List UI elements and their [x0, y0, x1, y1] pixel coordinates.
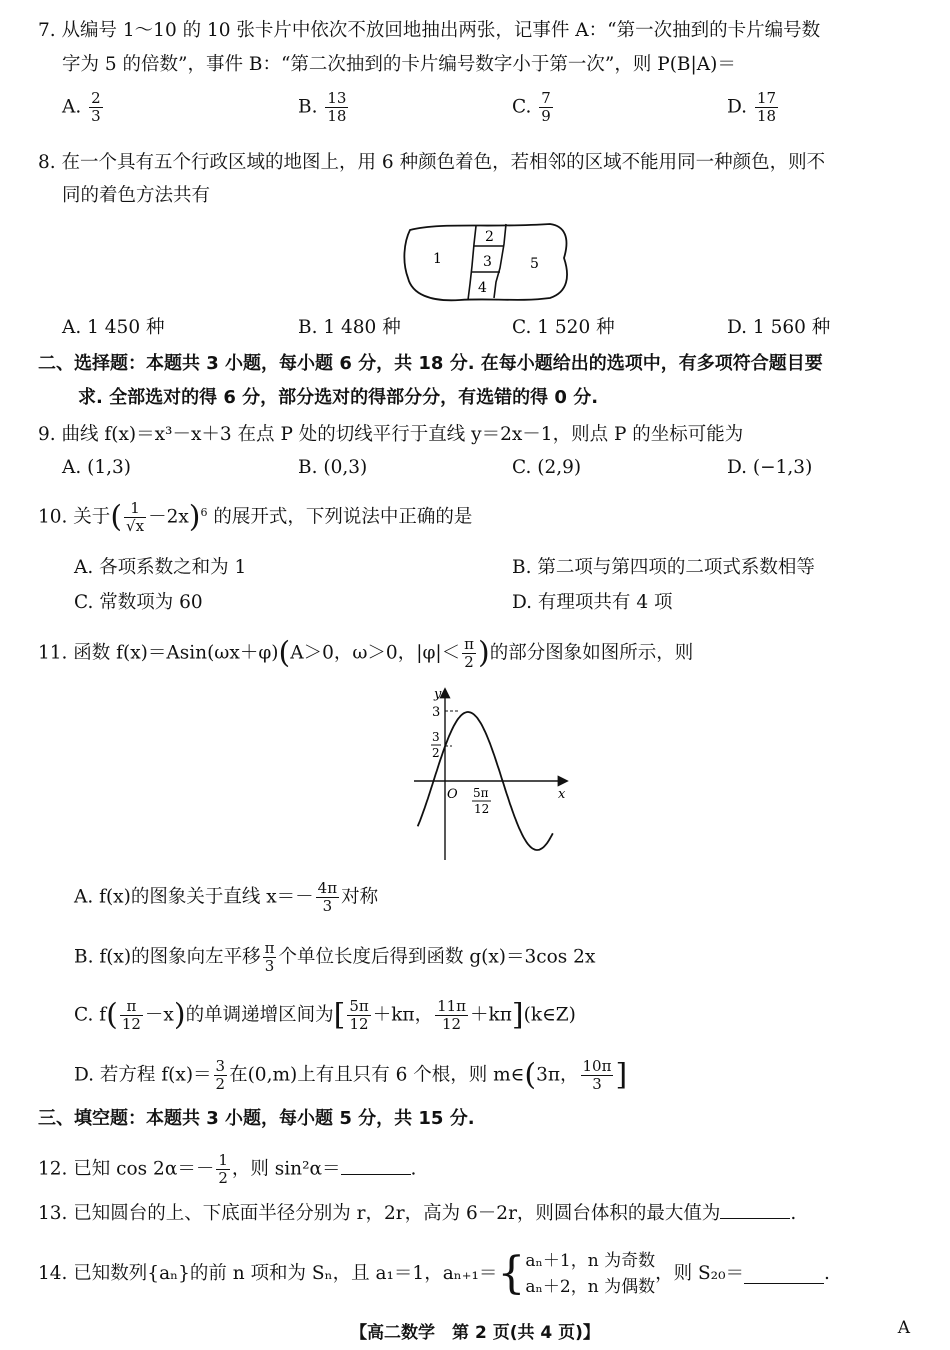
q7-option-b: B. $\frac{13}{18}$ [298, 89, 347, 125]
region-1-label: 1 [433, 251, 442, 267]
q10-option-a: A. 各项系数之和为 1 [74, 557, 247, 578]
q12-text: 12. 已知 cos 2α＝－ $\frac{1}{2}$ ，则 sin²α＝ . [38, 1151, 417, 1187]
q11-option-d: D. 若方程 f(x)＝ $\frac{3}{2}$ 在(0,m)上有且只有 6 个根，则 m∈(3π， $\frac{10\pi}{3}$ ] [74, 1057, 628, 1093]
q8-option-a: A. 1 450 种 [62, 317, 165, 338]
q8-option-d: D. 1 560 种 [727, 317, 831, 338]
y-tick-3: 3 [432, 705, 441, 720]
q9-option-b: B. (0,3) [298, 457, 368, 478]
footer-center: 【高二数学 第 2 页(共 4 页)】 [350, 1323, 600, 1343]
q14-text: 14. 已知数列{aₙ}的前 n 项和为 Sₙ，且 a₁＝1，aₙ₊₁＝{ aₙ＋1，n 为奇数 aₙ＋2，n 为偶数 ，则 S₂₀＝ . [38, 1248, 830, 1299]
q8-option-c: C. 1 520 种 [512, 317, 615, 338]
q11-option-a: A. f(x)的图象关于直线 x＝－ $\frac{4\pi}{3}$ 对称 [74, 879, 379, 915]
region-2-label: 2 [485, 229, 494, 245]
footer-version: A [897, 1318, 910, 1338]
q9-text: 9. 曲线 f(x)＝x³－x＋3 在点 P 处的切线平行于直线 y＝2x－1，则点 P 的坐标可能为 [38, 424, 744, 445]
q7-option-a: A. $\frac{2}{3}$ [62, 89, 101, 125]
q8-map-figure [400, 218, 572, 304]
q11-option-c: C. f( $\frac{\pi}{12}$ －x)的单调递增区间为[ $\frac{5\pi}{12}$ ＋kπ， $\frac{11\pi}{12}$ ＋kπ](k∈Z) [74, 997, 576, 1033]
section2-line1: 二、选择题：本题共 3 小题，每小题 6 分，共 18 分. 在每小题给出的选项中，有多项符合题目要 [38, 353, 823, 374]
region-5-label: 5 [530, 256, 539, 272]
q10-text: 10. 关于( $\frac{1}{√x}$ －2x)$^6$ 的展开式，下列说法中正确的是 [38, 499, 473, 535]
y-axis-label: y [434, 687, 442, 702]
q8-option-b: B. 1 480 种 [298, 317, 401, 338]
q11-option-b: B. f(x)的图象向左平移 $\frac{\pi}{3}$ 个单位长度后得到函数 g(x)＝3cos 2x [74, 939, 596, 975]
region-4-label: 4 [478, 280, 487, 296]
page-footer [0, 1318, 950, 1343]
q8-line1: 8. 在一个具有五个行政区域的地图上，用 6 种颜色着色，若相邻的区域不能用同一种颜色，则不 [38, 152, 826, 173]
y-tick-half-den: 2 [432, 746, 440, 760]
q9-option-c: C. (2,9) [512, 457, 582, 478]
q11-sine-graph [412, 684, 572, 862]
region-3-label: 3 [483, 254, 492, 270]
q14-case1: aₙ＋1，n 为奇数 [525, 1251, 656, 1271]
section2-line2: 求. 全部选对的得 6 分，部分选对的得部分分，有选错的得 0 分. [78, 387, 599, 408]
section3-heading: 三、填空题：本题共 3 小题，每小题 5 分，共 15 分. [38, 1108, 475, 1129]
q12-answer-blank[interactable] [341, 1156, 411, 1175]
x-tick-den: 12 [474, 802, 490, 816]
q13-answer-blank[interactable] [720, 1200, 790, 1219]
q7-line1: 7. 从编号 1～10 的 10 张卡片中依次不放回地抽出两张，记事件 A：“第一次抽到的卡片编号数 [38, 20, 821, 41]
q14-answer-blank[interactable] [744, 1265, 824, 1284]
q9-option-a: A. (1,3) [62, 457, 131, 478]
x-tick-num: 5π [473, 786, 489, 800]
q13-text: 13. 已知圆台的上、下底面半径分别为 r，2r，高为 6－2r，则圆台体积的最大值为 . [38, 1200, 796, 1227]
origin-label: O [447, 787, 458, 802]
q8-line2: 同的着色方法共有 [62, 185, 211, 206]
x-axis-label: x [558, 787, 566, 802]
q10-option-d: D. 有理项共有 4 项 [512, 592, 673, 613]
q7-option-c: C. $\frac{7}{9}$ [512, 89, 551, 125]
q7-option-d: D. $\frac{17}{18}$ [727, 89, 777, 125]
q10-option-b: B. 第二项与第四项的二项式系数相等 [512, 557, 815, 578]
q11-text: 11. 函数 f(x)＝Asin(ωx＋φ)(A＞0，ω＞0，|φ|＜ $\frac{\pi}{2}$ )的部分图象如图所示，则 [38, 635, 694, 671]
y-tick-half-num: 3 [432, 730, 440, 744]
q14-case2: aₙ＋2，n 为偶数 [525, 1277, 656, 1297]
q9-option-d: D. (−1,3) [727, 457, 813, 478]
q7-line2: 字为 5 的倍数”，事件 B：“第二次抽到的卡片编号数字小于第一次”，则 P(B|A)＝ [62, 54, 736, 75]
q10-option-c: C. 常数项为 60 [74, 592, 203, 613]
